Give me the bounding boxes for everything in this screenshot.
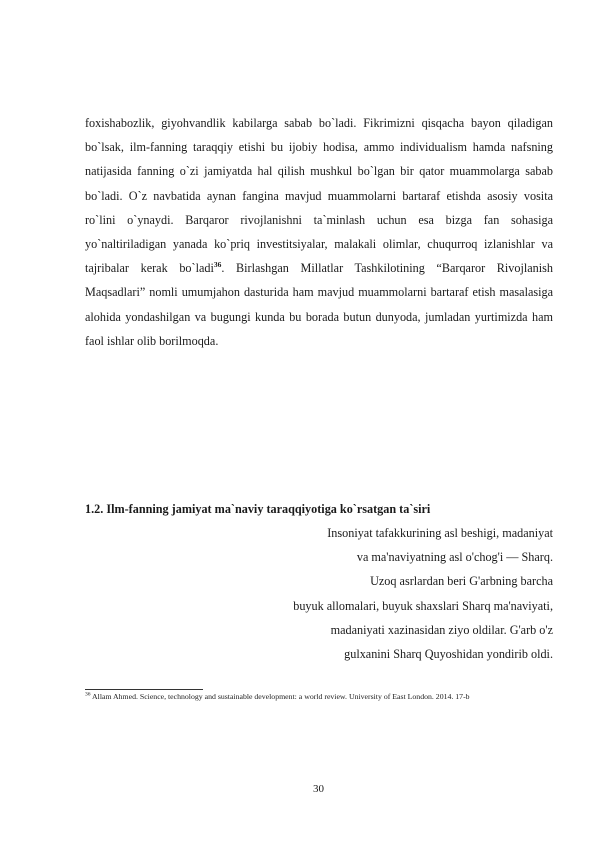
- epigraph-line: madaniyati xazinasidan ziyo oldilar. G'arb o'z: [330, 622, 553, 637]
- footnote-divider: [85, 689, 203, 690]
- epigraph-line: Uzoq asrlardan beri G'arbning barcha: [370, 574, 553, 589]
- epigraph-line: buyuk allomalari, buyuk shaxslari Sharq ma'naviyati,: [293, 598, 553, 613]
- page-number: 30: [313, 783, 324, 795]
- epigraph-line: Insoniyat tafakkurining asl beshigi, madaniyat: [327, 526, 553, 540]
- footnote-text: Allam Ahmed. Science, technology and sustainable development: a world review. University of East London. 2014. 17-b: [90, 692, 470, 701]
- footnote-number: 36: [85, 691, 91, 698]
- footnote: [85, 692, 545, 703]
- epigraph-line: va ma'naviyatning asl o'chog'i — Sharq.: [356, 550, 553, 565]
- footnote-reference[interactable]: 36: [213, 260, 222, 270]
- epigraph: [153, 521, 553, 666]
- body-paragraph: [85, 111, 553, 353]
- paragraph-text-part-2: . Birlashgan Millatlar Tashkilotining “Barqaror Rivojlanish Maqsadlari” nomli umumjahon dasturida ham mavjud muammolarni bartaraf etish masalasiga alohida yondashilgan va bugungi kunda bu borada butun dunyoda, jumladan yurtimizda ham faol ishlar olib borilmoqda.: [85, 261, 553, 348]
- section-heading: 1.2. Ilm-fanning jamiyat ma`naviy taraqqiyotiga ko`rsatgan ta`siri: [85, 502, 431, 516]
- epigraph-line: gulxanini Sharq Quyoshidan yondirib oldi.: [344, 647, 553, 662]
- paragraph-text-part-1: foxishabozlik, giyohvandlik kabilarga sabab bo`ladi. Fikrimizni qisqacha bayon qiladigan bo`lsak, ilm-fanning taraqqiy etishi bu ijobiy hodisa, ammo individualism hamda nafsning natijasida fanning o`zi jamiyatda hal qilish mushkul bo`lgan bir qator muammolarga sabab bo`ladi. O`z navbatida aynan fangina mavjud muammolarni bartaraf etishda asosiy vosita ro`lini o`ynaydi. Barqaror rivojlanishni ta`minlash uchun esa bizga fan sohasiga yo`naltiriladigan yanada ko`priq investitsiyalar, malakali olimlar, chuqurroq izlanishlar va tajribalar kerak bo`ladi: [85, 116, 553, 276]
